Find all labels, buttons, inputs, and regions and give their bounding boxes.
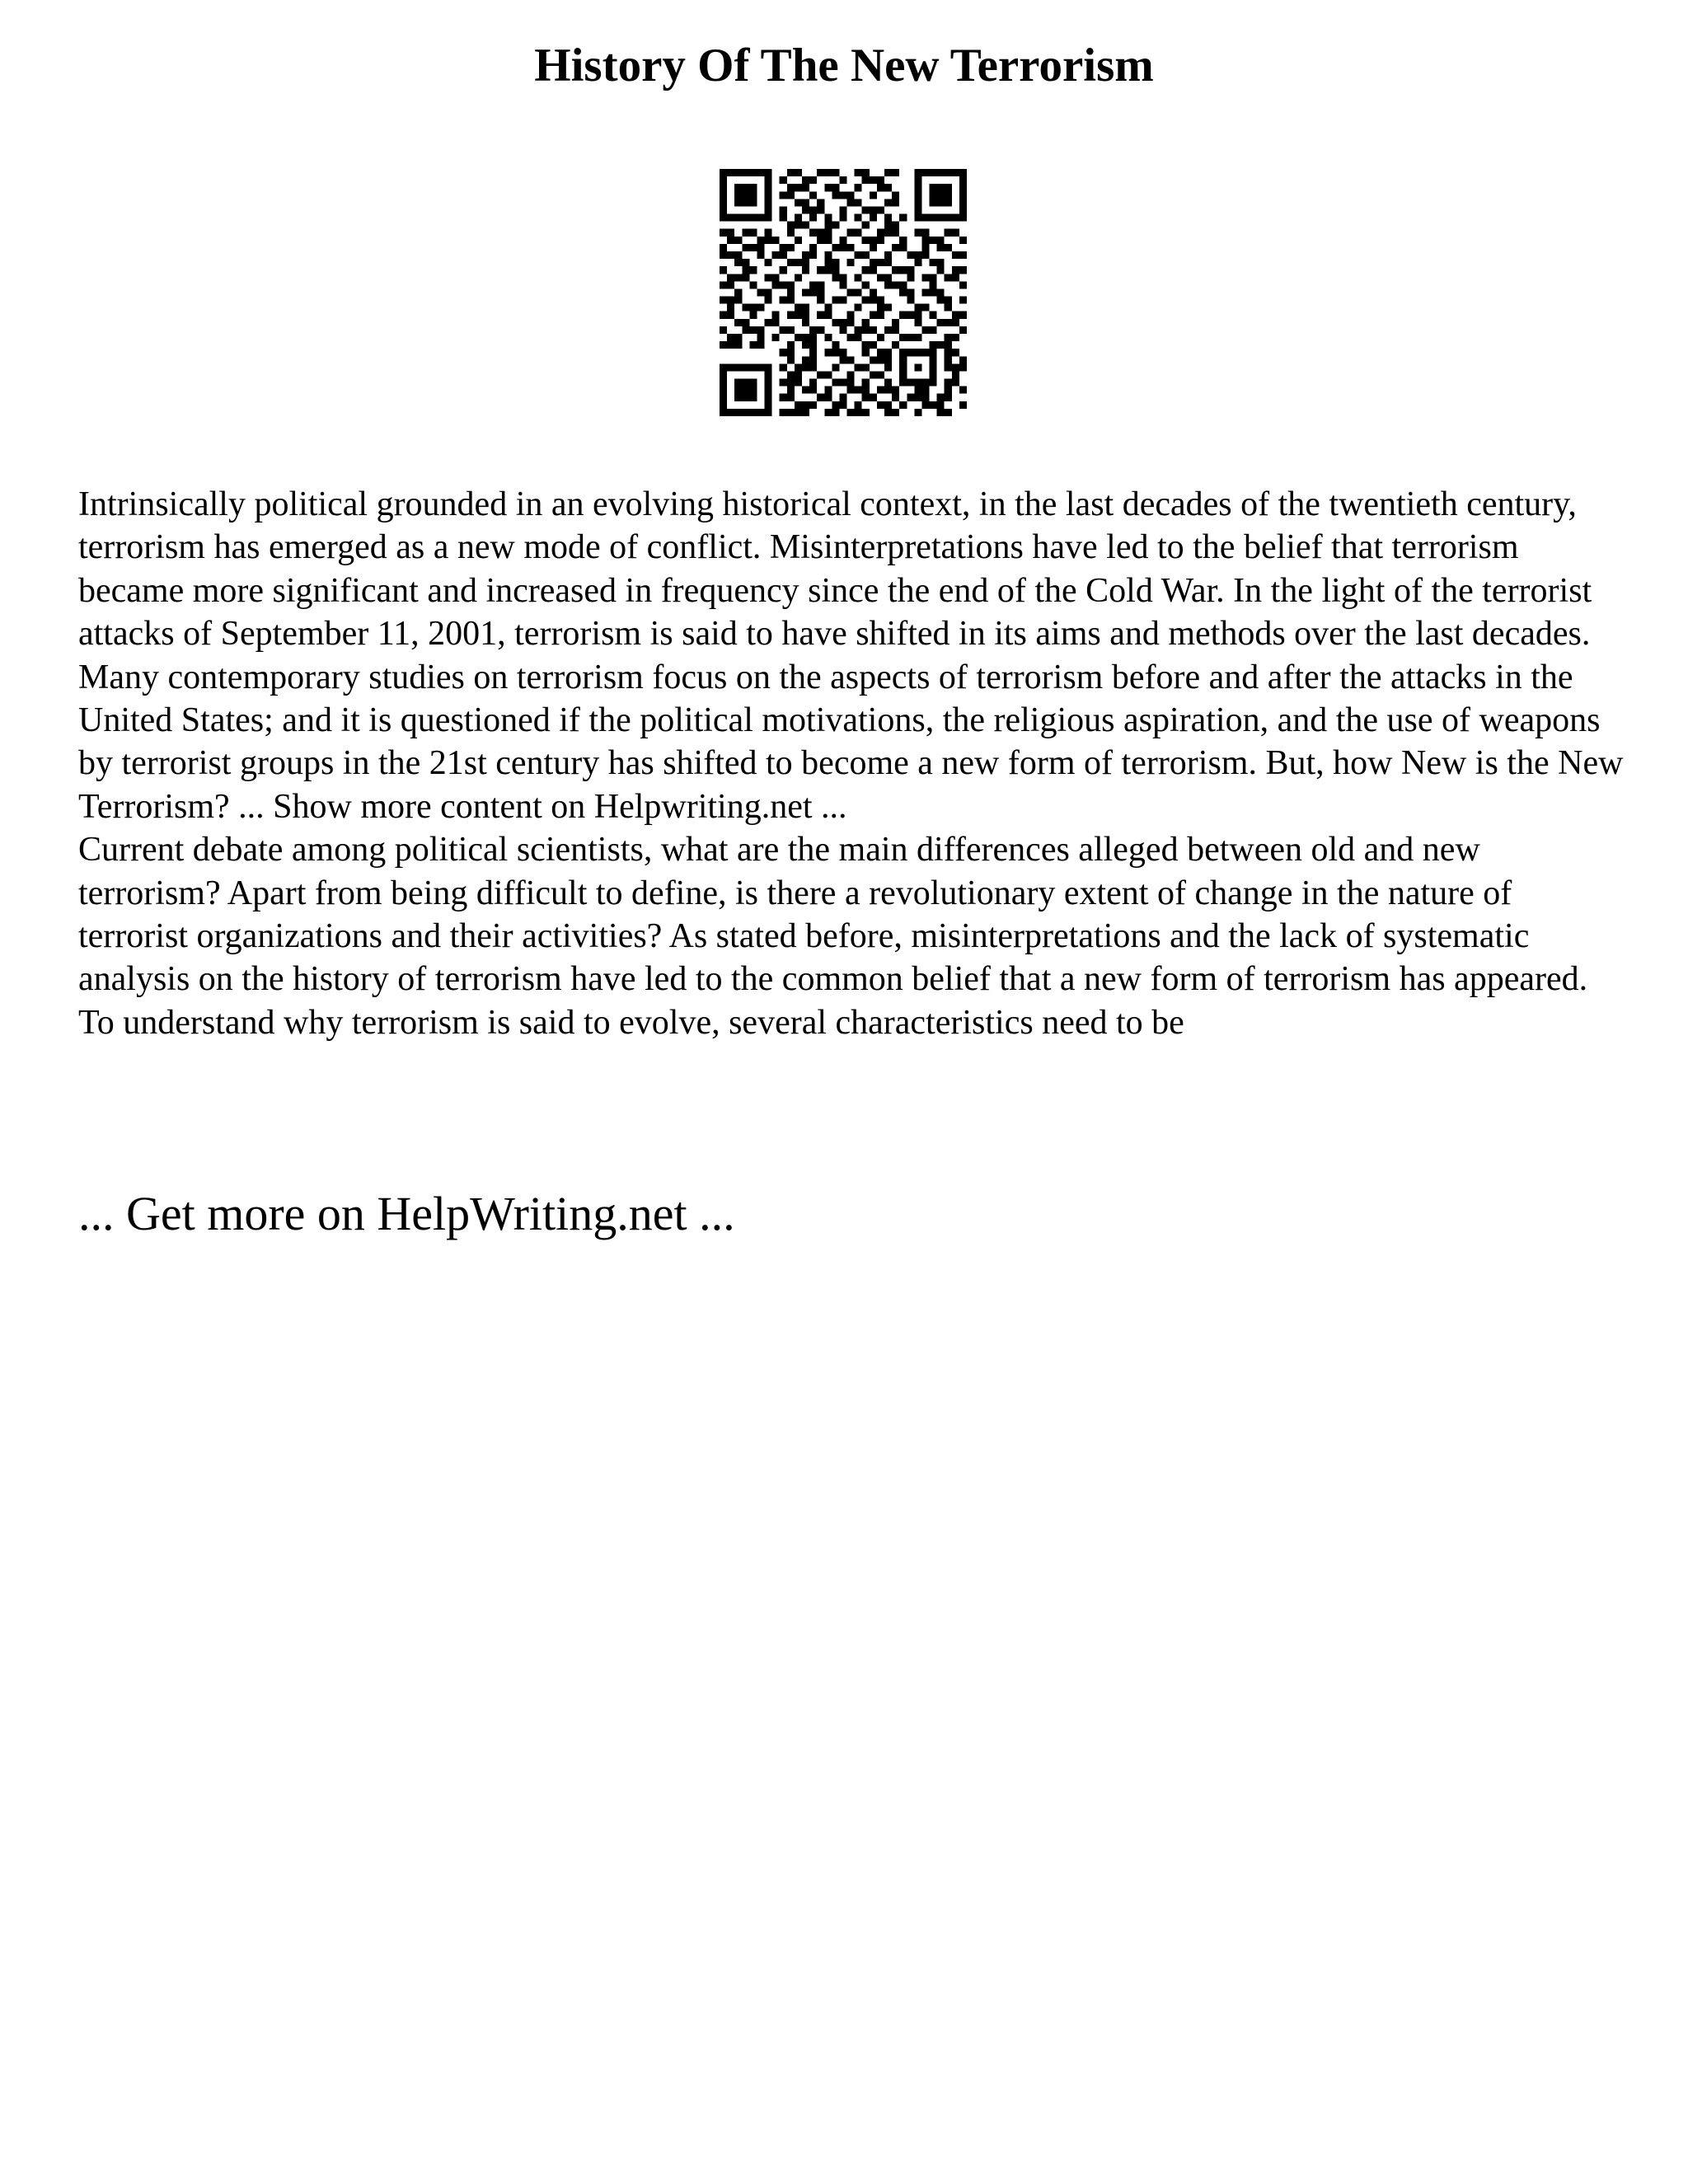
paragraph: Current debate among political scientists, what are the main differences alleged between old and new terrorism? Apart from being difficult to define, is there a revolutionary extent of change in the nature of terrorist organizations and their activities? As stated before, misinterpretations and the lack of systematic analysis on the history of terrorism have led to the common belief that a new form of terrorism has appeared. To understand why terrorism is said to evolve, several characteristics need to be [78, 831, 1588, 1042]
article-body [78, 483, 1628, 1044]
paragraph: Intrinsically political grounded in an evolving historical context, in the last decades of the twentieth century, terrorism has emerged as a new mode of conflict. Misinterpretations have led to the belief that terrorism became more significant and increased in frequency since the end of the Cold War. In the light of the terrorist attacks of September 11, 2001, terrorism is said to have shifted in its aims and methods over the last decades. Many contemporary studies on terrorism focus on the aspects of terrorism before and after the attacks in the United States; and it is questioned if the political motivations, the religious aspiration, and the use of weapons by terrorist groups in the 21st century has shifted to become a new form of terrorism. But, how New is the New Terrorism? ... Show more content on Helpwriting.net ... [78, 485, 1624, 826]
get-more-link[interactable]: ... Get more on HelpWriting.net ... [78, 1187, 735, 1240]
page-title: History Of The New Terrorism [534, 40, 1154, 91]
qr-code-icon [720, 169, 967, 416]
